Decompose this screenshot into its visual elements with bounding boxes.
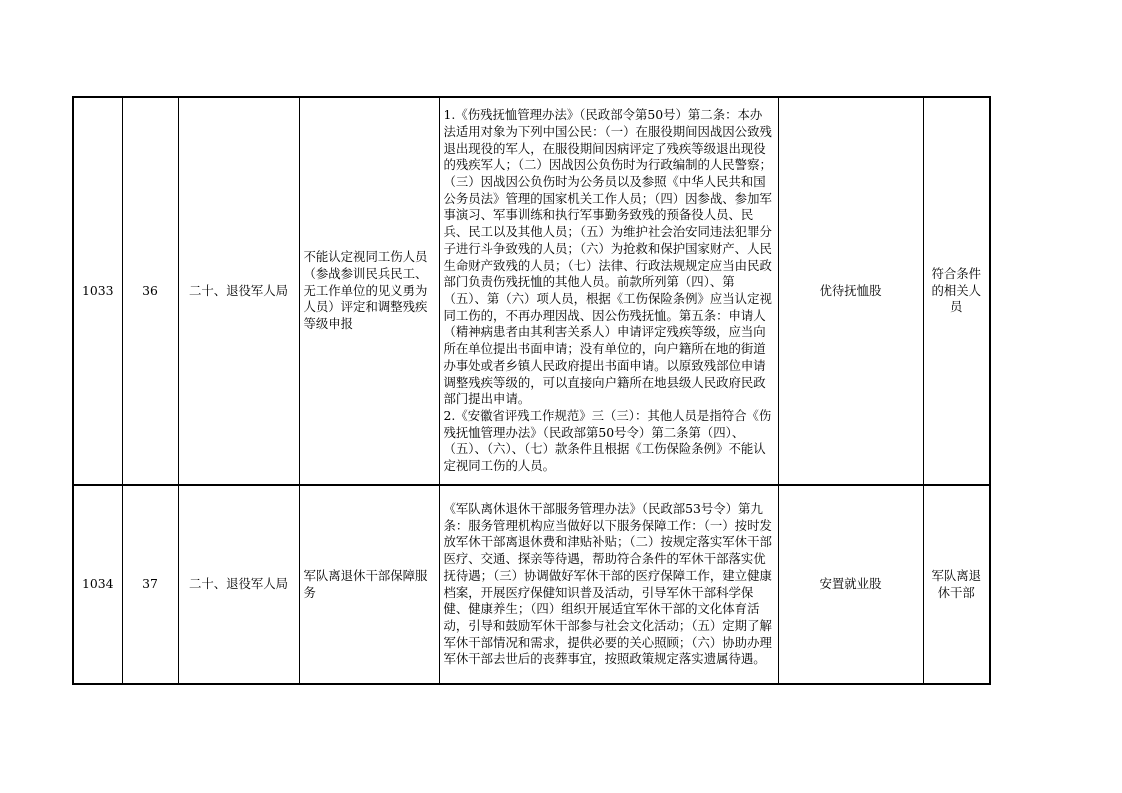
responsible-unit-cell: 优待抚恤股 xyxy=(778,97,923,485)
table-row xyxy=(73,97,990,485)
seq-number-cell: 1033 xyxy=(73,97,122,485)
item-number-cell: 37 xyxy=(122,485,178,684)
legal-basis-paragraph: 2.《安徽省评残工作规范》三（三）：其他人员是指符合《伤残抚恤管理办法》（民政部第50号令）第二条第（四）、（五）、（六）、（七）款条件且根据《工伤保险条例》不能认定视同工伤的人员。 xyxy=(443,407,772,474)
item-number-cell: 36 xyxy=(122,97,178,485)
department-cell: 二十、退役军人局 xyxy=(178,485,299,684)
legal-basis-paragraph: 1.《伤残抚恤管理办法》（民政部令第50号）第二条：本办法适用对象为下列中国公民：（一）在服役期间因战因公致残退出现役的军人，在服役期间因病评定了残疾等级退出现役的残疾军人；（二）因战因公负伤时为行政编制的人民警察；（三）因战因公负伤时为公务员以及参照《中华人民共和国公务员法》管理的国家机关工作人员；（四）因参战、参加军事演习、军事训练和执行军事勤务致残的预备役人员、民兵、民工以及其他人员；（五）为维护社会治安同违法犯罪分子进行斗争致残的人员；（六）为抢救和保护国家财产、人民生命财产致残的人员；（七）法律、行政法规规定应当由民政部门负责伤残抚恤的其他人员。前款所列第（四）、第（五）、第（六）项人员，根据《工伤保险条例》应当认定视同工伤的，不再办理因战、因公伤残抚恤。第五条：申请人（精神病患者由其利害关系人）申请评定残疾等级，应当向所在单位提出书面申请；没有单位的，向户籍所在地的街道办事处或者乡镇人民政府提出书面申请。以原致残部位申请调整残疾等级的，可以直接向户籍所在地县级人民政府民政部门提出申请。 xyxy=(443,107,772,407)
responsible-unit-cell: 安置就业股 xyxy=(778,485,923,684)
service-items-table xyxy=(72,96,991,685)
seq-number-cell: 1034 xyxy=(73,485,122,684)
legal-basis-cell xyxy=(439,97,778,485)
item-name-cell: 不能认定视同工伤人员（参战参训民兵民工、无工作单位的见义勇为人员）评定和调整残疾等级申报 xyxy=(299,97,439,485)
department-cell: 二十、退役军人局 xyxy=(178,97,299,485)
target-group-cell: 符合条件的相关人员 xyxy=(923,97,990,485)
target-group-cell: 军队离退休干部 xyxy=(923,485,990,684)
legal-basis-paragraph: 《军队离休退休干部服务管理办法》（民政部53号令）第九条：服务管理机构应当做好以下服务保障工作：（一）按时发放军休干部离退休费和津贴补贴；（二）按规定落实军休干部医疗、交通、探亲等待遇，帮助符合条件的军休干部落实优抚待遇；（三）协调做好军休干部的医疗保障工作，建立健康档案，开展医疗保健知识普及活动，引导军休干部科学保健、健康养生；（四）组织开展适宜军休干部的文化体育活动，引导和鼓励军休干部参与社会文化活动；（五）定期了解军休干部情况和需求，提供必要的关心照顾；（六）协助办理军休干部去世后的丧葬事宜，按照政策规定落实遗属待遇。 xyxy=(443,500,772,667)
legal-basis-cell xyxy=(439,485,778,684)
table-row xyxy=(73,485,990,684)
item-name-cell: 军队离退休干部保障服务 xyxy=(299,485,439,684)
